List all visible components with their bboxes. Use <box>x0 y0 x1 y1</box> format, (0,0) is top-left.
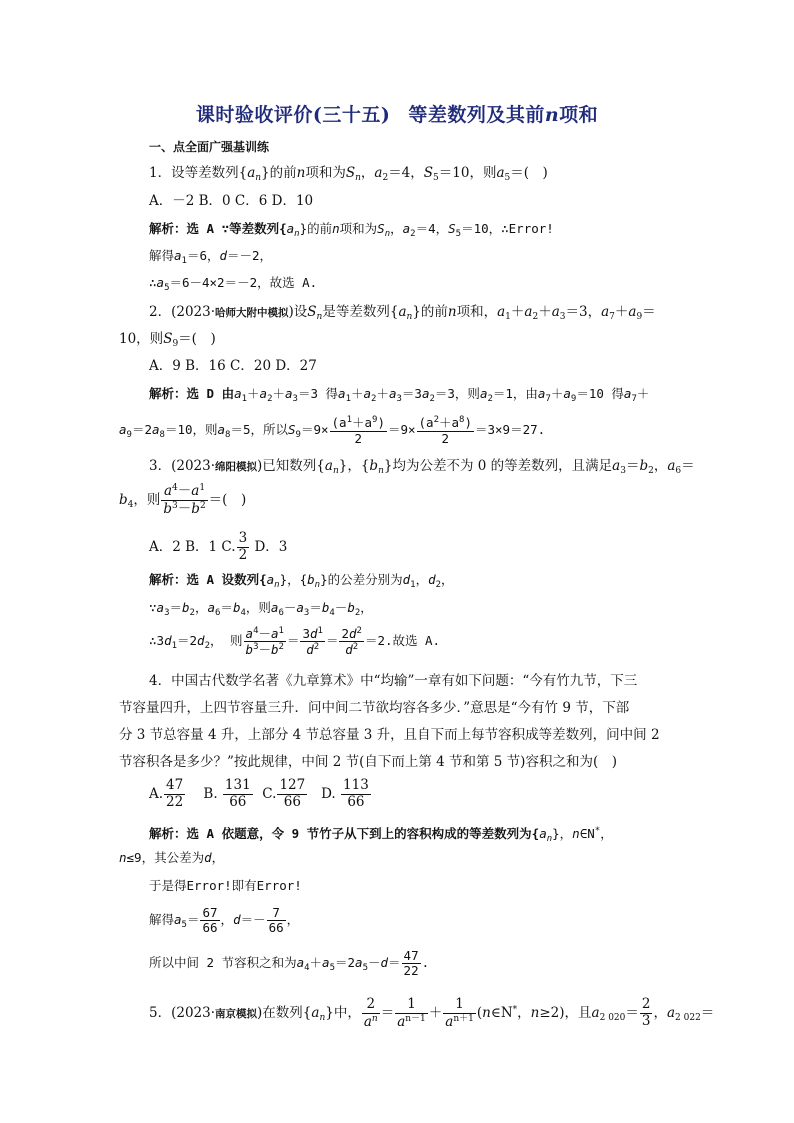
fraction: $\frac{127}{66}$ <box>279 777 306 810</box>
q3-options: A．2 B．1 C. $\frac{3}{2}$ D．3 <box>149 530 288 563</box>
fraction: $\frac{a^4-a^1}{b^3-b^2}$ <box>245 625 284 657</box>
q1-options: A．－2 B．0 C．6 D．10 <box>149 193 314 209</box>
q1-solution-line1: 解析：选 A ∵等差数列$\{a_n\}$的前n项和为$S_n$，$a_2=4$，$S_5=10$，∴Error! <box>149 221 554 239</box>
fraction: $\frac{3d^1}{d^2}$ <box>302 625 323 657</box>
fraction: $\frac{47}{22}$ <box>403 947 419 978</box>
q4-solution-line5: 所以中间 2 节容积之和为$a_4+a_5=2a_5-d=$ $\frac{47}{22}$ . <box>149 947 430 978</box>
q3-solution-line2: $\because a_3=b_2$，$a_6=b_4$，则$a_6-a_3=b_4-b_2$， <box>149 600 373 618</box>
fraction: $\frac{67}{66}$ <box>202 904 218 935</box>
title-main: 课时验收评价(三十五) <box>195 104 391 126</box>
title-var: n <box>544 104 560 126</box>
fraction: $\frac{131}{66}$ <box>224 777 251 810</box>
q4-solution-line4: 解得$a_5=$ $\frac{67}{66}$ ，d＝－ $\frac{7}{66}$ ， <box>149 904 300 935</box>
q4-solution-line1: 解析：选 A 依题意，令 9 节竹子从下到上的容积构成的等差数列为$\{a_n\}$，n∈N*， <box>149 826 613 844</box>
section-heading: 一、点全面广强基训练 <box>149 140 270 154</box>
title-topic-post: 项和 <box>559 104 599 126</box>
q4-options: A. $\frac{47}{22}$ B. $\frac{131}{66}$ C. $\frac{127}{66}$ D. $\frac{113}{66}$ <box>149 777 369 810</box>
title-topic: 等差数列及其前 <box>408 104 545 126</box>
q3-stem-line2: $b_4$，则 $\frac{a^4-a^1}{b^3-b^2}$ ＝( ) <box>119 483 247 517</box>
fraction: $\frac{2}{3}$ <box>641 996 651 1029</box>
q4-stem-line2: 节容量四升，上四节容量三升．问中间二节欲均容各多少．”意思是“今有竹 9 节，下部 <box>119 700 630 716</box>
fraction: $\frac{(a^2+a^8)}{2}$ <box>418 415 472 446</box>
fraction: $\frac{47}{22}$ <box>166 777 184 810</box>
fraction: $\frac{7}{66}$ <box>268 904 284 935</box>
q4-stem-line4: 节容积各是多少？”按此规律，中间 2 节(自下而上第 4 节和第 5 节)容积之和为( ) <box>119 754 617 770</box>
q1-solution-line3: $\therefore a_5=6-4\times 2=-2$，故选 A. <box>149 275 318 293</box>
q4-stem-line3: 分 3 节总容量 4 升，上部分 4 节总容量 3 升，且自下而上每节容积成等差数列，问中间 2 <box>119 727 660 743</box>
fraction: $\frac{113}{66}$ <box>343 777 369 810</box>
fraction: $\frac{a^4-a^1}{b^3-b^2}$ <box>163 483 206 517</box>
fraction: $\frac{(a^1+a^9)}{2}$ <box>331 415 385 446</box>
q2-options: A．9 B．16 C．20 D．27 <box>149 358 317 374</box>
q3-solution-line3: $\therefore 3d_1=2d_2$， 则 $\frac{a^4-a^1}{b^3-b^2}$ ＝ $\frac{3d^1}{d^2}$ ＝ $\frac{2d^2}{d^2}$ ＝2.故选 A. <box>149 625 441 657</box>
q4-solution-line3: 于是得Error!即有Error! <box>149 878 302 893</box>
fraction: $\frac{1}{a^{n-1}}$ <box>397 995 426 1030</box>
fraction: $\frac{2}{a^n}$ <box>363 995 378 1030</box>
q2-solution-line2: $a_9=2a_8=10$，则$a_8=5$，所以$S_9=9\times$ $\frac{(a^1+a^9)}{2}$ ＝9× $\frac{(a^2+a^8)}{2}$ ＝3×9＝27. <box>119 415 546 446</box>
q2-stem-line2: 10，则$S_9=$( ) <box>119 331 216 349</box>
q3-solution-line1: 解析：选 A 设数列$\{a_n\}$，$\{b_n\}$的公差分别为$d_1$，$d_2$， <box>149 572 454 590</box>
q2-solution-line1: 解析：选 D 由$a_1+a_2+a_3=3$ 得$a_1+a_2+a_3=3a_2=3$，则$a_2=1$，由$a_7+a_9=10$ 得$a_7+$ <box>149 386 650 404</box>
q4-solution-line2: n≤9，其公差为d， <box>119 850 225 865</box>
page-title <box>0 100 794 127</box>
q1-stem: 1．设等差数列$\{a_n\}$的前n项和为$S_n$，$a_2=4$，$S_5=10$，则$a_5=$( ) <box>149 165 548 183</box>
fraction: $\frac{3}{2}$ <box>238 530 248 563</box>
q5-stem: 5．(2023·南京模拟)在数列$\{a_n\}$中， $\frac{2}{a^n}$ ＝ $\frac{1}{a^{n-1}}$ ＋ $\frac{1}{a^{n+1}}$ (n∈N*，n≥2)，且$a_{2 020}=$ $\frac{2}{3}$ ，$a_{2 022}=$ <box>149 995 715 1030</box>
q1-solution-line2: 解得$a_1=6$，d＝－2， <box>149 248 273 266</box>
fraction: $\frac{2d^2}{d^2}$ <box>341 625 362 657</box>
q2-stem-line1: 2．(2023·哈师大附中模拟)设$S_n$是等差数列$\{a_n\}$的前n项和，$a_1+a_2+a_3=3$，$a_7+a_9=$ <box>149 304 656 322</box>
q4-stem-line1: 4．中国古代数学名著《九章算术》中“均输”一章有如下问题：“今有竹九节，下三 <box>149 673 638 689</box>
fraction: $\frac{1}{a^{n+1}}$ <box>445 995 474 1030</box>
q3-stem-line1: 3．(2023·绵阳模拟)已知数列$\{a_n\}$，$\{b_n\}$均为公差不为 0 的等差数列，且满足$a_3=b_2$，$a_6=$ <box>149 458 695 476</box>
